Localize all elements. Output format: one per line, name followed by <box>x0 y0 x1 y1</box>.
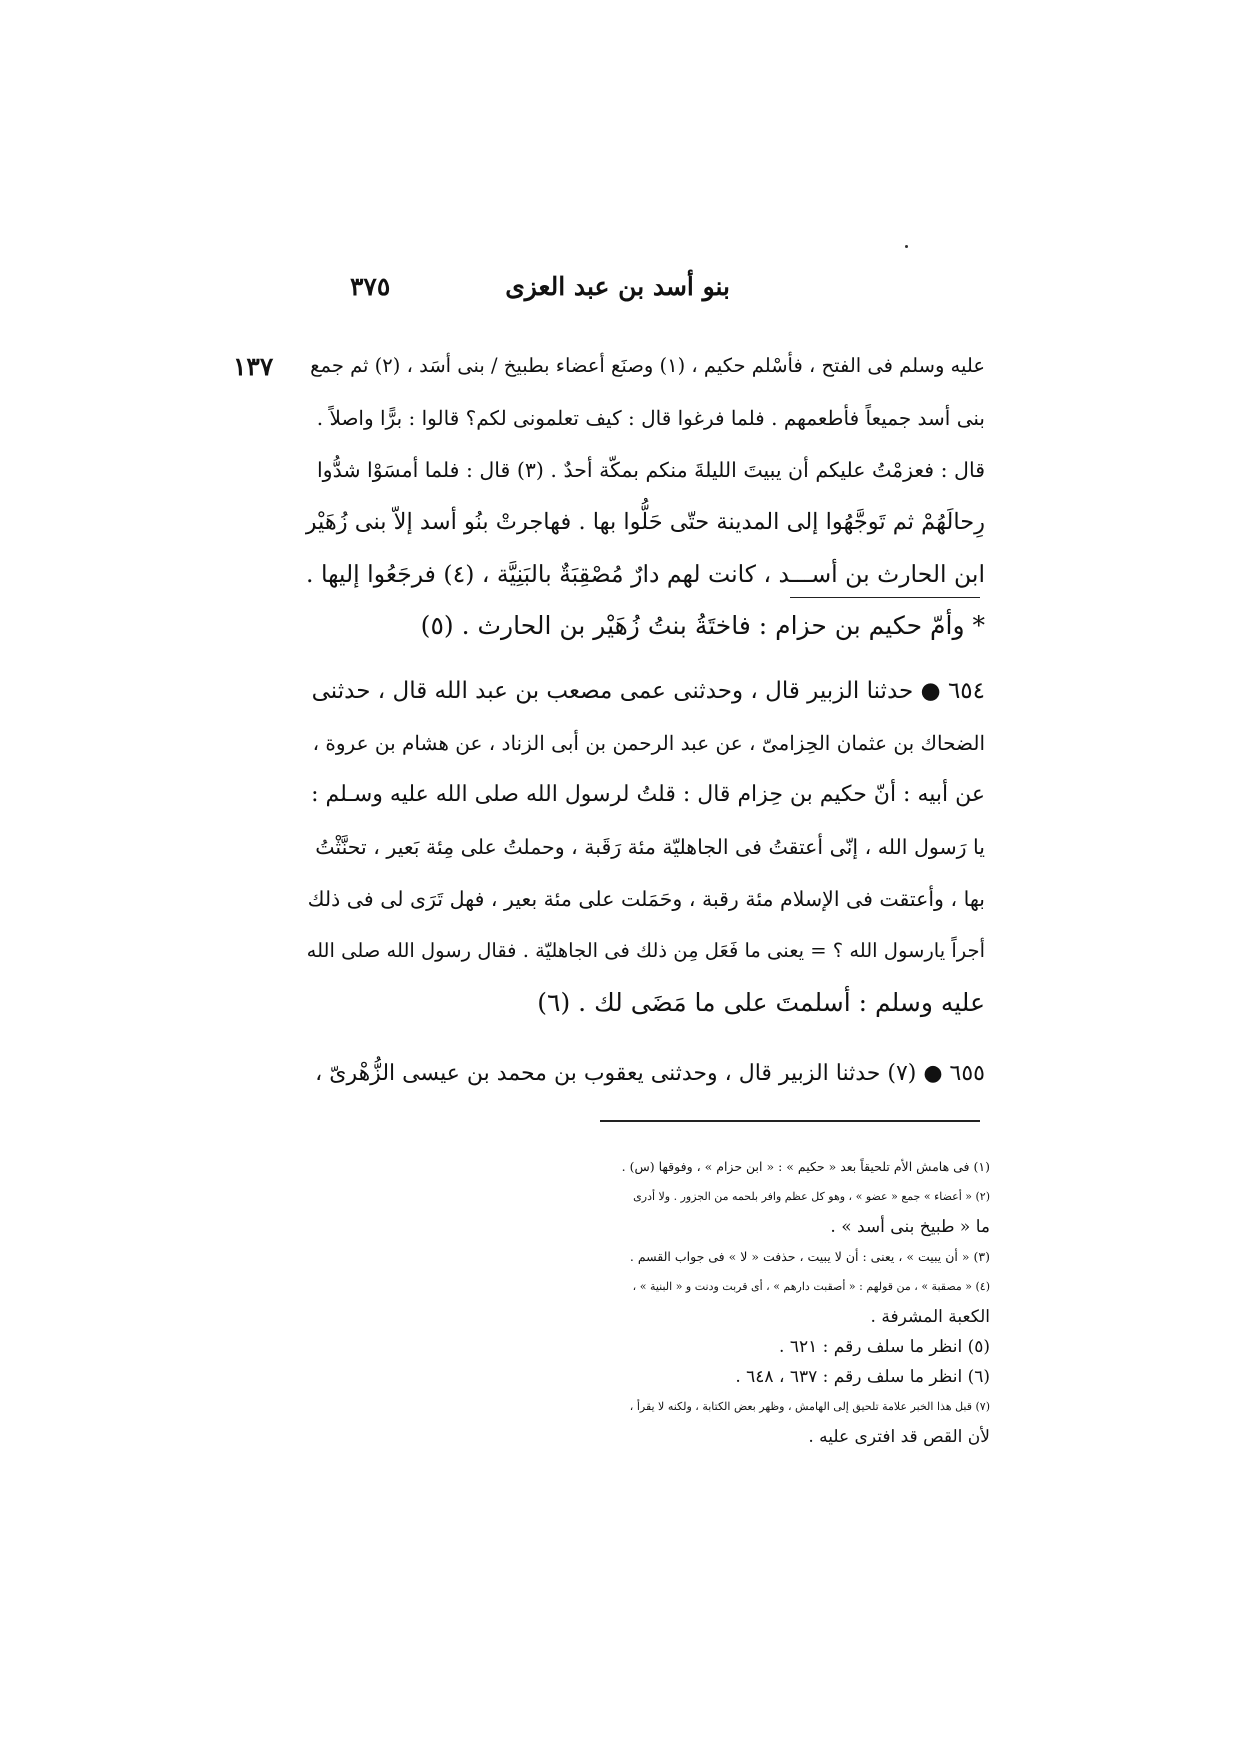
footnote-4-cont: الكعبة المشرفة . <box>870 1307 990 1327</box>
text-line: الضحاك بن عثمان الحِزامىّ ، عن عبد الرحمن بن أبى الزناد ، عن هشام بن عروة ، <box>312 731 985 755</box>
footnotes <box>620 1152 990 1452</box>
footnote-1: (١) فى هامش الأم تلحيقاً بعد « حكيم » : « ابن حزام » ، وفوقها (س) . <box>621 1159 990 1174</box>
text-line: عن أبيه : أنّ حكيم بن حِزام قال : قلتُ لرسول الله صلى الله عليه وسـلم : <box>311 782 985 807</box>
text-line: عليه وسلم : أسلمتَ على ما مَضَى لك . (٦) <box>537 988 985 1017</box>
text-line: * وأمّ حكيم بن حزام : فاختَةُ بنتُ زُهَيْر بن الحارث . (٥) <box>420 611 985 640</box>
text-line: عليه وسلم فى الفتح ، فأسْلم حكيم ، (١) وصنَع أعضاء بطبيخ / بنى أسَد ، (٢) ثم جمع <box>310 354 985 377</box>
footnote-6: (٦) انظر ما سلف رقم : ٦٣٧ ، ٦٤٨ . <box>735 1367 990 1387</box>
text-line: بنى أسد جميعاً فأطعمهم . فلما فرغوا قال : كيف تعلمونى لكم؟ قالوا : برًّا واصلاً . <box>316 406 985 430</box>
text-line: رِحالَهُمْ ثم تَوجَّهُوا إلى المدينة حتّى حَلُّوا بها . فهاجرتْ بنُو أسد إلاّ بنى زُهَيْر <box>305 509 985 535</box>
text-line: بها ، وأعتقت فى الإسلام مئة رقبة ، وحَمَلت على مئة بعير ، فهل تَرَى لى فى ذلك <box>307 887 985 911</box>
footnote-7-cont: لأن القص قد افترى عليه . <box>808 1427 990 1447</box>
hadith-654 <box>305 665 985 1029</box>
header-title: بنو أسد بن عبد العزى <box>505 272 730 301</box>
paragraph-1 <box>305 340 985 652</box>
hadith-655 <box>305 1048 985 1100</box>
text-overline <box>790 597 980 598</box>
text-line: ٦٥٤ ● حدثنا الزبير قال ، وحدثنى عمى مصعب بن عبد الله قال ، حدثنى <box>311 678 985 704</box>
footnote-7: (٧) قبل هذا الخبر علامة تلحيق إلى الهامش ، وظهر بعض الكتابة ، ولكنه لا يقرأ ، <box>629 1400 990 1413</box>
footnote-5: (٥) انظر ما سلف رقم : ٦٢١ . <box>779 1337 990 1357</box>
margin-note: ١٣٧ <box>233 352 274 381</box>
stray-mark <box>905 245 908 248</box>
footnote-3: (٣) « أن يبيت » ، يعنى : أن لا يبيت ، حذفت « لا » فى جواب القسم . <box>629 1249 990 1264</box>
footnote-2-cont: ما « طبيخ بنى أسد » . <box>830 1217 990 1237</box>
footnote-4: (٤) « مصقبة » ، من قولهم : « أصقبت دارهم » ، أى قربت ودنت و « البنية » ، <box>632 1280 990 1293</box>
running-header <box>350 272 730 312</box>
text-line: ٦٥٥ ● (٧) حدثنا الزبير قال ، وحدثنى يعقوب بن محمد بن عيسى الزُّهْرىّ ، <box>315 1061 985 1086</box>
text-line: ابن الحارث بن أســـد ، كانت لهم دارٌ مُصْقِبَةٌ بالبَنِيَّة ، (٤) فرجَعُوا إليها . <box>306 560 985 588</box>
text-line: أجراً يارسول الله ؟ = يعنى ما فَعَل مِن ذلك فى الجاهليّة . فقال رسول الله صلى الله <box>306 939 985 962</box>
text-line: قال : فعزمْتُ عليكم أن يبيتَ الليلةَ منكم بمكّة أحدٌ . (٣) قال : فلما أمسَوْا شدُّوا <box>316 458 985 482</box>
footnote-separator <box>600 1120 980 1122</box>
footnote-2: (٢) « أعضاء » جمع « عضو » ، وهو كل عظم وافر بلحمه من الجزور . ولا أدرى <box>633 1190 990 1203</box>
text-line: يا رَسول الله ، إنّى أعتقتُ فى الجاهليّة مئة رَقَبة ، وحملتُ على مِئة بَعير ، تحنَّثْتُ <box>315 835 985 859</box>
page-number: ٣٧٥ <box>350 272 391 301</box>
